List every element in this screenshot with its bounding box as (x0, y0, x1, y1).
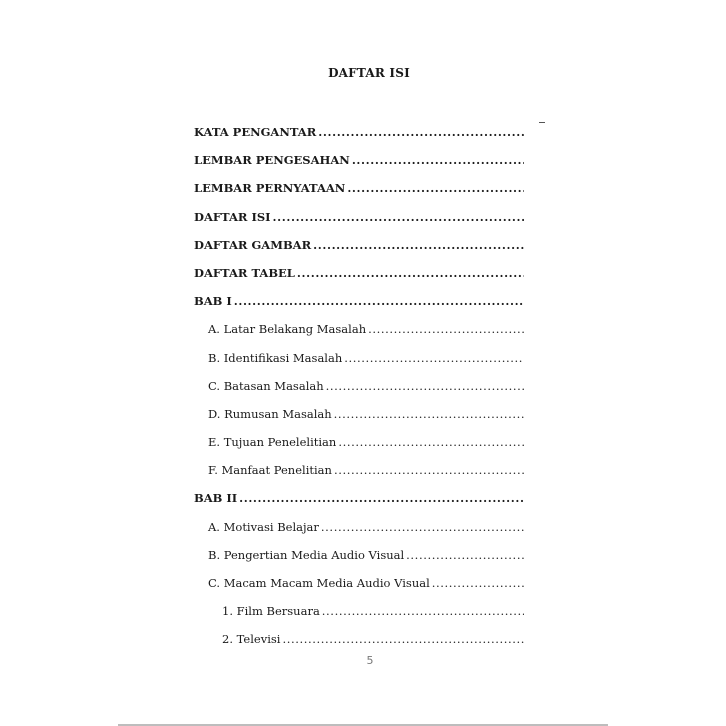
toc-entry-label: DAFTAR ISI (194, 209, 271, 224)
toc-entry (194, 379, 524, 407)
toc-leader-dots (368, 322, 524, 336)
toc-entry-label: DAFTAR TABEL (194, 265, 295, 280)
toc-entry-label: A. Latar Belakang Masalah (208, 322, 367, 337)
toc-entry (194, 632, 524, 660)
toc-entry-label: D. Rumusan Masalah (208, 406, 332, 421)
toc-leader-dots (344, 351, 524, 365)
toc-entry (194, 266, 524, 294)
toc-leader-dots (338, 435, 524, 449)
toc-leader-dots (406, 548, 524, 562)
toc-entry-label: DAFTAR GAMBAR (194, 237, 312, 252)
toc-entry (194, 463, 524, 491)
toc-leader-dots (334, 463, 524, 477)
toc-entry-label: F. Manfaat Penelitian (208, 463, 332, 478)
toc-leader-dots (321, 520, 524, 534)
toc-leader-dots (282, 632, 524, 646)
toc-entry (194, 407, 524, 435)
toc-entry-label: KATA PENGANTAR (194, 125, 317, 139)
toc-leader-dots (334, 407, 524, 421)
toc-leader-dots (326, 379, 524, 393)
toc-leader-dots (318, 125, 524, 139)
toc-entry-label: BAB I (194, 294, 232, 309)
toc-entry (194, 125, 524, 153)
toc-leader-dots (322, 604, 524, 618)
toc-entry-label: BAB II (194, 491, 238, 506)
toc-entry-label: LEMBAR PERNYATAAN (194, 181, 346, 196)
toc-leader-dots (234, 294, 524, 308)
toc-entry (194, 322, 524, 350)
toc-entry (194, 351, 524, 379)
toc-entry-label: E. Tujuan Penelelitian (208, 435, 337, 450)
toc-entry (194, 548, 524, 576)
toc-entry-label: A. Motivasi Belajar (208, 519, 319, 534)
toc-entry-label: 2. Televisi (222, 632, 281, 647)
toc-entry (194, 520, 524, 548)
table-of-contents (194, 125, 524, 661)
toc-entry (194, 153, 524, 181)
toc-leader-dots (273, 210, 524, 224)
toc-entry-label: C. Macam Macam Media Audio Visual (208, 576, 430, 590)
toc-entry-label: B. Pengertian Media Audio Visual (208, 547, 405, 562)
toc-leader-dots (352, 153, 524, 167)
toc-leader-dots (313, 238, 524, 252)
toc-leader-dots (347, 181, 524, 195)
toc-entry-label: C. Batasan Masalah (208, 378, 324, 393)
toc-leader-dots (297, 266, 524, 280)
toc-leader-dots (432, 576, 524, 590)
toc-entry (194, 491, 524, 519)
toc-entry (194, 604, 524, 632)
page-number: 5 (366, 654, 374, 667)
toc-entry-label: 1. Film Bersuara (222, 604, 320, 619)
toc-entry (194, 576, 524, 604)
page-title: DAFTAR ISI (328, 66, 410, 80)
stray-dash-mark (539, 122, 545, 123)
toc-entry-label: B. Identifikasi Masalah (208, 350, 343, 365)
toc-entry (194, 238, 524, 266)
toc-entry (194, 294, 524, 322)
toc-entry (194, 435, 524, 463)
toc-leader-dots (239, 491, 524, 505)
toc-entry (194, 210, 524, 238)
toc-entry (194, 181, 524, 209)
toc-entry-label: LEMBAR PENGESAHAN (194, 153, 350, 168)
